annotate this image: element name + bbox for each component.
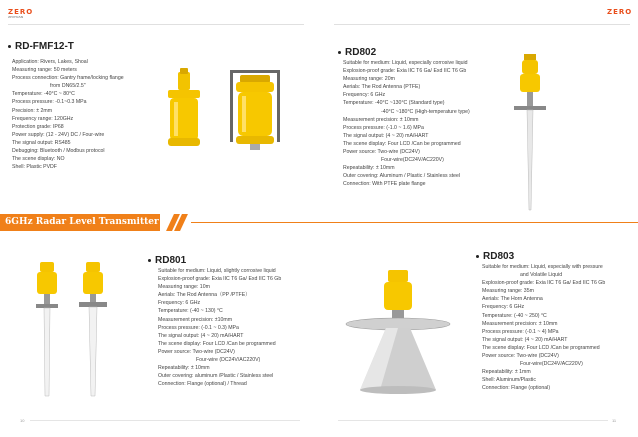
footer-rule-right xyxy=(338,420,608,421)
spec-line: Repeatability: ± 10mm xyxy=(158,365,210,372)
spec-line: Suitable for medium: Liquid, slightly corrosive liquid xyxy=(158,268,276,274)
bullet-icon xyxy=(338,51,341,54)
spec-line: Aerials: The Rod Antenna（PP /PTFE） xyxy=(158,292,251,299)
spec-line: The signal output: (4 ~ 20) mA/HART xyxy=(343,132,429,139)
spec-line: Shell: Plastic PVDF xyxy=(12,164,57,171)
spec-line: The signal output: (4 ~ 20) mA/HART xyxy=(482,336,568,343)
product-title-rd801: RD801 xyxy=(148,255,186,266)
product-title-rd802: RD802 xyxy=(338,47,376,58)
spec-line: Frequency: 6 GHz xyxy=(482,304,525,311)
spec-line: Connection: With PTFE plate flange xyxy=(343,181,426,188)
header-rule-right xyxy=(334,24,630,25)
spec-line: Temperature: -40°C ~ 80°C xyxy=(12,91,75,98)
spec-line: Power source: Two-wire (DC24V) xyxy=(482,353,559,360)
page-number-right: 11 xyxy=(612,418,617,423)
spec-line: Temperature: (-40 ~ 250) °C xyxy=(482,312,547,319)
spec-line: Four-wire(DC24V/AC220V) xyxy=(381,157,444,164)
bullet-icon xyxy=(476,255,479,258)
spec-line: from DN65/2.5" xyxy=(50,83,86,90)
product-image-rd802 xyxy=(500,40,560,220)
spec-line: Four-wire (DC24V/AC220V) xyxy=(196,357,261,364)
footer-rule-left xyxy=(30,420,300,421)
spec-line: -40°C ~180°C (High-temperature type) xyxy=(381,108,470,115)
rd801-rod-right xyxy=(79,262,107,396)
spec-line: Explosion-proof grade: Exia IIC T6 Ga/ Exd IIC T6 Gb xyxy=(158,276,282,283)
spec-line: Frequency range: 120GHz xyxy=(12,115,74,122)
spec-line: Process pressure: (-1.0 ~ 1.6) MPa xyxy=(343,124,424,131)
spec-line: The signal output: RS485 xyxy=(12,139,71,146)
spec-line: Connection: Flange (optional) / Thread xyxy=(158,381,247,388)
spec-line: Process connection: Gantry frame/locking flange xyxy=(12,75,124,82)
spec-line: and Volatile Liquid xyxy=(520,272,563,279)
spec-line: Measurement precision: ± 10mm xyxy=(482,320,558,327)
section-banner xyxy=(0,214,160,231)
spec-list-fmf12t xyxy=(12,58,124,171)
spec-line: Power source: Two-wire (DC24V) xyxy=(158,348,235,355)
spec-line: Measurement precision: ± 10mm xyxy=(343,116,419,123)
spec-list-rd802 xyxy=(343,59,470,189)
sensor-bracket xyxy=(230,70,280,150)
spec-line: Measuring range: 10m xyxy=(158,284,210,291)
header-rule-left xyxy=(8,24,304,25)
product-image-rd801 xyxy=(24,258,144,408)
spec-line: Application: Rivers, Lakes, Shoal xyxy=(12,59,88,65)
spec-line: Power supply: (12 - 24V) DC / Four-wire xyxy=(12,131,105,138)
spec-line: Process pressure: (-0.1 ~ 0.3) MPa xyxy=(158,324,239,331)
spec-line: Precision: ± 2mm xyxy=(12,107,53,114)
spec-line: Explosion-proof grade: Exia IIC T6 Ga/ Exd IIC T6 Gb xyxy=(343,68,467,75)
spec-line: Measurement precision: ±10mm xyxy=(158,316,233,323)
spec-line: Frequency: 6 GHz xyxy=(343,92,386,99)
spec-line: Temperature: -40°C ~130°C (Standard type) xyxy=(343,100,445,107)
product-image-fmf12t xyxy=(160,66,300,156)
spec-line: Power source: Two-wire (DC24V) xyxy=(343,149,420,156)
sensor-front xyxy=(168,68,200,146)
spec-line: Measuring range: 20m xyxy=(343,76,395,83)
page-number-left: 10 xyxy=(20,418,25,423)
spec-list-rd801 xyxy=(158,267,281,388)
product-title-fmf12t: RD-FMF12-T xyxy=(8,41,74,52)
spec-list-rd803 xyxy=(482,263,605,393)
spec-line: Shell: Aluminum/Plastic xyxy=(482,377,536,384)
product-image-rd803 xyxy=(340,262,465,402)
spec-line: Outer covering: aluminum /Plastic / Stainless steel xyxy=(158,373,274,380)
spec-line: Connection: Flange (optional) xyxy=(482,385,551,392)
spec-line: Temperature: (-40 ~ 130) °C xyxy=(158,308,223,315)
product-title-rd803: RD803 xyxy=(476,251,514,262)
spec-line: The signal output: (4 ~ 20) mA/HART xyxy=(158,332,244,339)
spec-line: Aerials: The Rod Antenna (PTFE) xyxy=(343,84,421,91)
spec-line: Process pressure: -0.1~0.3 MPa xyxy=(12,99,87,106)
spec-line: Frequency: 6 GHz xyxy=(158,300,201,307)
spec-line: Explosion-proof grade: Exia IIC T6 Ga/ Exd IIC T6 Gb xyxy=(482,280,606,287)
spec-line: Measuring range: 50 meters xyxy=(12,67,77,74)
spec-line: The scene display: Four LCD /Can be programmed xyxy=(482,344,600,351)
rd801-rod-left xyxy=(36,262,58,396)
spec-line: Protection grade: IP68 xyxy=(12,123,64,130)
brand-logo-right: ZERO xyxy=(607,8,633,16)
spec-line: The scene display: Four LCD /Can be programmed xyxy=(158,340,276,347)
spec-line: Aerials: The Horn Antenna xyxy=(482,296,543,303)
bullet-icon xyxy=(8,45,11,48)
spec-line: The scene display: Four LCD /Can be programmed xyxy=(343,140,461,147)
spec-line: Debugging: Bluetooth / Modbus protocol xyxy=(12,148,105,155)
spec-line: Outer covering: Aluminum / Plastic / Stainless steel xyxy=(343,173,461,180)
spec-line: Four-wire(DC24V/AC220V) xyxy=(520,361,583,368)
spec-line: Measuring range: 35m xyxy=(482,288,534,295)
brand-logo-left: ZERO ZHIYUAN xyxy=(8,8,34,19)
spec-line: Repeatability: ± 1mm xyxy=(482,369,531,376)
banner-line xyxy=(191,222,638,223)
spec-line: Suitable for medium: Liquid, especially with pressure xyxy=(482,264,603,270)
section-banner-title: 6GHz Radar Level Transmitter xyxy=(5,217,159,227)
spec-line: Repeatability: ± 10mm xyxy=(343,165,395,172)
spec-line: The scene display: NO xyxy=(12,156,65,163)
spec-line: Process pressure: (-0.1 ~ 4) MPa xyxy=(482,328,559,335)
spec-line: Suitable for medium: Liquid, especially corrosive liquid xyxy=(343,60,468,66)
bullet-icon xyxy=(148,259,151,262)
